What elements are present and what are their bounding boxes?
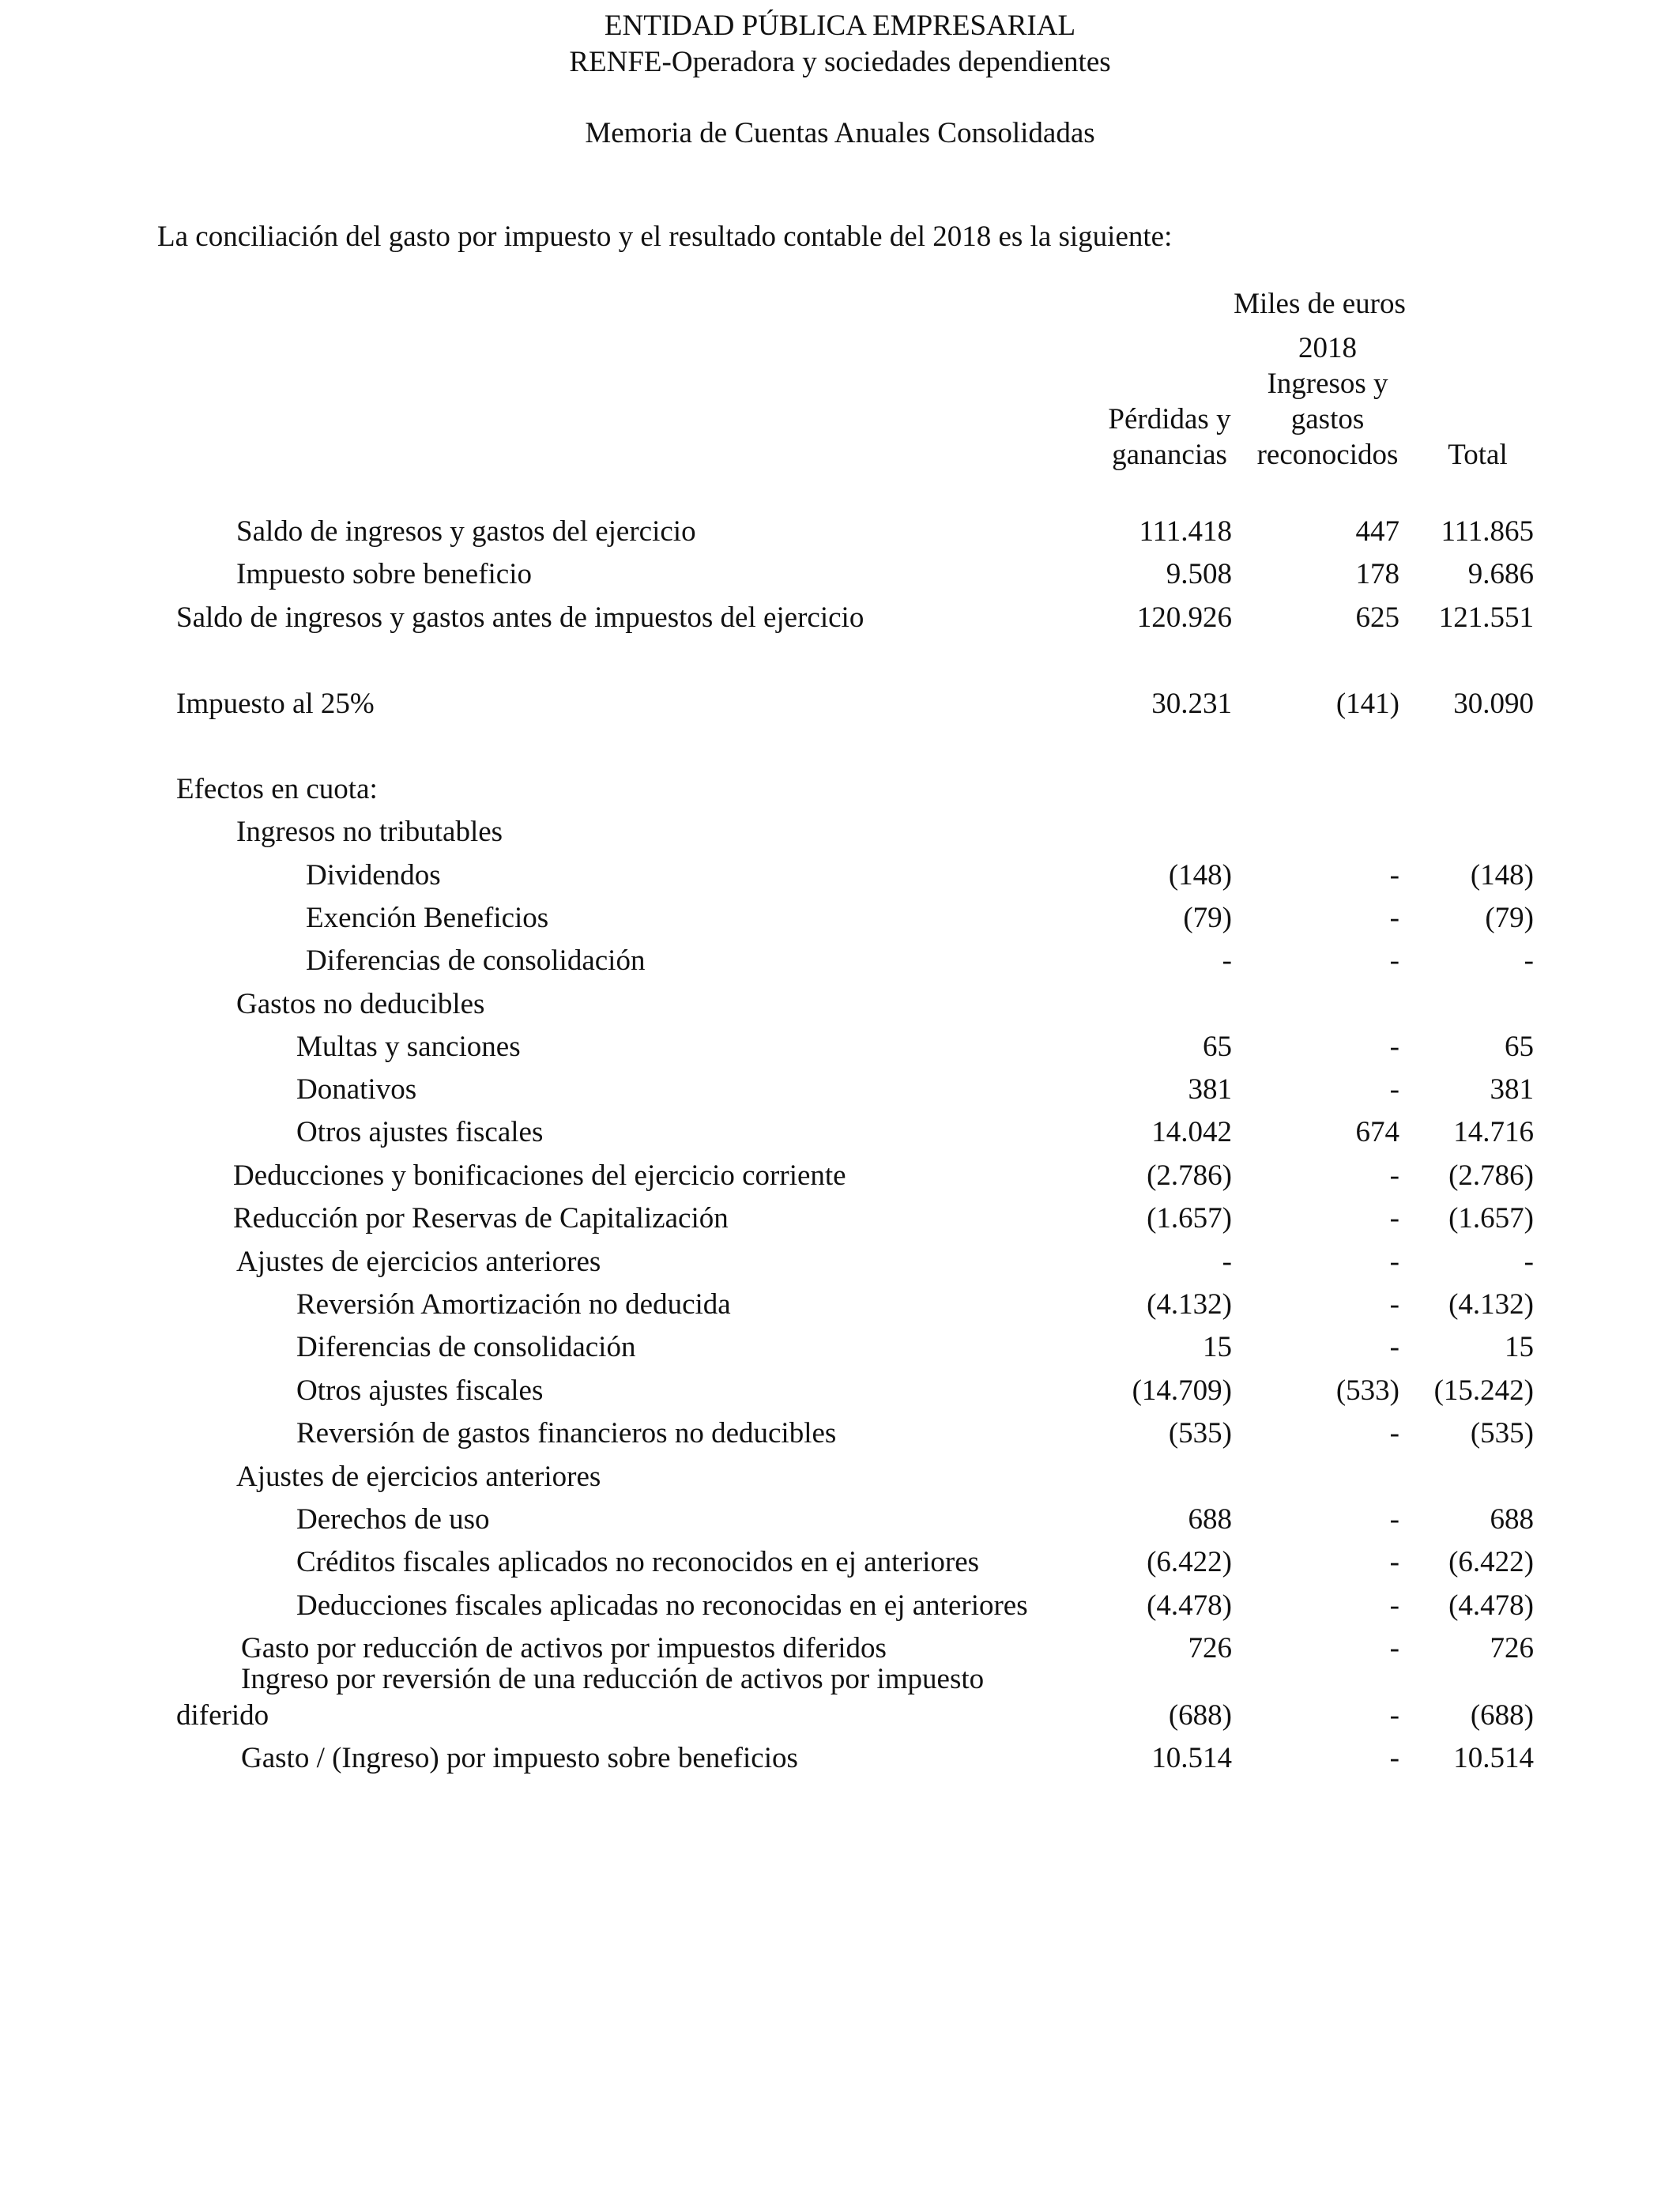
row-label: Ajustes de ejercicios anteriores [236,1246,601,1278]
cell-total: (688) [1470,1699,1534,1732]
table-row [0,1026,1680,1069]
cell-total: 111.865 [1441,515,1534,548]
col-header-perdidas [1083,401,1256,473]
cell-perdidas: 381 [1188,1073,1232,1106]
cell-ingresos: - [1389,1546,1399,1578]
cell-perdidas: 9.508 [1166,558,1232,590]
row-label: Saldo de ingresos y gastos del ejercicio [236,515,696,548]
row-label: Exención Beneficios [306,902,549,934]
cell-perdidas: 726 [1188,1632,1232,1664]
cell-perdidas: 120.926 [1136,601,1232,634]
row-label: Otros ajustes fiscales [296,1116,544,1148]
cell-ingresos: - [1389,1202,1399,1235]
row-label-line2: diferido [176,1699,269,1732]
table-row [0,683,1680,726]
cell-ingresos: - [1389,1699,1399,1732]
cell-total: - [1524,1246,1534,1278]
row-label: Multas y sanciones [296,1031,521,1063]
cell-ingresos: 625 [1355,601,1399,634]
table-row [0,1585,1680,1627]
col-header-ingresos-line1: Ingresos y [1267,368,1388,400]
table-row [0,1284,1680,1326]
col-header-perdidas-line1: Pérdidas y [1108,403,1231,435]
cell-total: 381 [1490,1073,1534,1106]
col-header-total: Total [1448,439,1508,471]
row-label: Impuesto sobre beneficio [236,558,532,590]
cell-ingresos: - [1389,1742,1399,1774]
cell-ingresos: 178 [1355,558,1399,590]
table-row [0,1541,1680,1584]
cell-ingresos: - [1389,1589,1399,1622]
cell-perdidas: 111.418 [1139,515,1232,548]
row-label: Gastos no deducibles [236,988,485,1020]
cell-ingresos: - [1389,1632,1399,1664]
row-label: Reducción por Reservas de Capitalización [233,1202,729,1235]
row-label: Donativos [296,1073,417,1106]
table-row [0,854,1680,897]
row-label: Deducciones fiscales aplicadas no reconocidas en ej anteriores [296,1589,1028,1622]
year-label: 2018 [1298,332,1357,364]
cell-total: 30.090 [1453,688,1534,720]
cell-total: (15.242) [1433,1374,1534,1407]
cell-perdidas: - [1222,944,1232,977]
cell-total: (4.478) [1448,1589,1534,1622]
unit-label: Miles de euros [1234,288,1406,320]
table-row [0,1155,1680,1197]
table-row [0,811,1680,854]
row-label: Derechos de uso [296,1503,490,1536]
cell-total: 688 [1490,1503,1534,1536]
cell-ingresos: - [1389,1246,1399,1278]
table-row [0,1695,1680,1737]
row-label: Créditos fiscales aplicados no reconocidos en ej anteriores [296,1546,980,1578]
row-label: Ajustes de ejercicios anteriores [236,1461,601,1493]
row-label: Deducciones y bonificaciones del ejercicio corriente [233,1159,846,1192]
cell-ingresos: - [1389,944,1399,977]
table-row [0,768,1680,811]
row-label: Gasto por reducción de activos por impuestos diferidos [241,1632,887,1664]
table-row [0,1737,1680,1780]
cell-perdidas: (1.657) [1147,1202,1232,1235]
row-label: Reversión Amortización no deducida [296,1288,731,1321]
row-label: Otros ajustes fiscales [296,1374,544,1407]
row-label-line1: Ingreso por reversión de una reducción de activos por impuesto [241,1663,985,1695]
col-header-ingresos-line3: reconocidos [1256,439,1399,471]
cell-perdidas: (535) [1168,1417,1232,1449]
table-row [0,1498,1680,1541]
cell-total: (6.422) [1448,1546,1534,1578]
table-row [0,553,1680,596]
cell-ingresos: - [1389,1331,1399,1363]
row-label: Impuesto al 25% [176,688,375,720]
cell-total: (4.132) [1448,1288,1534,1321]
table-row [0,1197,1680,1240]
cell-ingresos: - [1389,1159,1399,1192]
cell-perdidas: (688) [1168,1699,1232,1732]
cell-perdidas: (4.132) [1147,1288,1232,1321]
cell-total: (79) [1485,902,1534,934]
table-row [0,1069,1680,1111]
table-row [0,1412,1680,1455]
cell-perdidas: 10.514 [1151,1742,1232,1774]
cell-ingresos: - [1389,1073,1399,1106]
header-company: RENFE-Operadora y sociedades dependientes [569,46,1111,78]
cell-total: 121.551 [1438,601,1534,634]
cell-total: (535) [1470,1417,1534,1449]
cell-total: 10.514 [1453,1742,1534,1774]
row-label: Gasto / (Ingreso) por impuesto sobre beneficios [241,1742,798,1774]
cell-perdidas: - [1222,1246,1232,1278]
table-row [0,597,1680,639]
row-label: Diferencias de consolidación [306,944,646,977]
row-label: Saldo de ingresos y gastos antes de impuestos del ejercicio [176,601,864,634]
cell-perdidas: (14.709) [1132,1374,1232,1407]
cell-total: (148) [1470,859,1534,892]
document-subtitle: Memoria de Cuentas Anuales Consolidadas [585,117,1095,149]
cell-perdidas: 688 [1188,1503,1232,1536]
row-label: Diferencias de consolidación [296,1331,636,1363]
cell-perdidas: (79) [1183,902,1232,934]
cell-total: - [1524,944,1534,977]
cell-ingresos: - [1389,902,1399,934]
cell-ingresos: - [1389,859,1399,892]
cell-ingresos: 674 [1355,1116,1399,1148]
cell-perdidas: (2.786) [1147,1159,1232,1192]
table-row [0,1456,1680,1498]
cell-ingresos: - [1389,1031,1399,1063]
col-header-ingresos [1237,366,1418,473]
cell-total: 14.716 [1453,1116,1534,1148]
table-row [0,983,1680,1026]
cell-total: 726 [1490,1632,1534,1664]
row-label: Ingresos no tributables [236,816,503,848]
cell-total: 65 [1505,1031,1534,1063]
cell-perdidas: 15 [1203,1331,1232,1363]
table-row [0,1370,1680,1412]
intro-paragraph: La conciliación del gasto por impuesto y el resultado contable del 2018 es la siguiente: [157,221,1173,253]
cell-ingresos: 447 [1355,515,1399,548]
table-row [0,897,1680,940]
cell-ingresos: - [1389,1288,1399,1321]
cell-ingresos: (533) [1335,1374,1399,1407]
table-row [0,511,1680,553]
row-label: Dividendos [306,859,441,892]
cell-ingresos: - [1389,1503,1399,1536]
cell-perdidas: (4.478) [1147,1589,1232,1622]
cell-total: (1.657) [1448,1202,1534,1235]
cell-perdidas: 14.042 [1151,1116,1232,1148]
cell-perdidas: (148) [1168,859,1232,892]
row-label: Reversión de gastos financieros no deducibles [296,1417,837,1449]
table-row [0,1111,1680,1154]
cell-total: 15 [1505,1331,1534,1363]
cell-total: (2.786) [1448,1159,1534,1192]
col-header-ingresos-line2: gastos [1290,403,1365,435]
col-header-perdidas-line2: ganancias [1112,439,1227,471]
header-entity: ENTIDAD PÚBLICA EMPRESARIAL [604,9,1076,42]
cell-ingresos: (141) [1335,688,1399,720]
cell-ingresos: - [1389,1417,1399,1449]
table-row [0,1326,1680,1369]
cell-total: 9.686 [1467,558,1534,590]
row-label: Efectos en cuota: [176,773,378,805]
cell-perdidas: 30.231 [1151,688,1232,720]
table-row [0,1241,1680,1284]
cell-perdidas: (6.422) [1147,1546,1232,1578]
cell-perdidas: 65 [1203,1031,1232,1063]
document-header [0,8,1680,81]
table-row [0,940,1680,982]
